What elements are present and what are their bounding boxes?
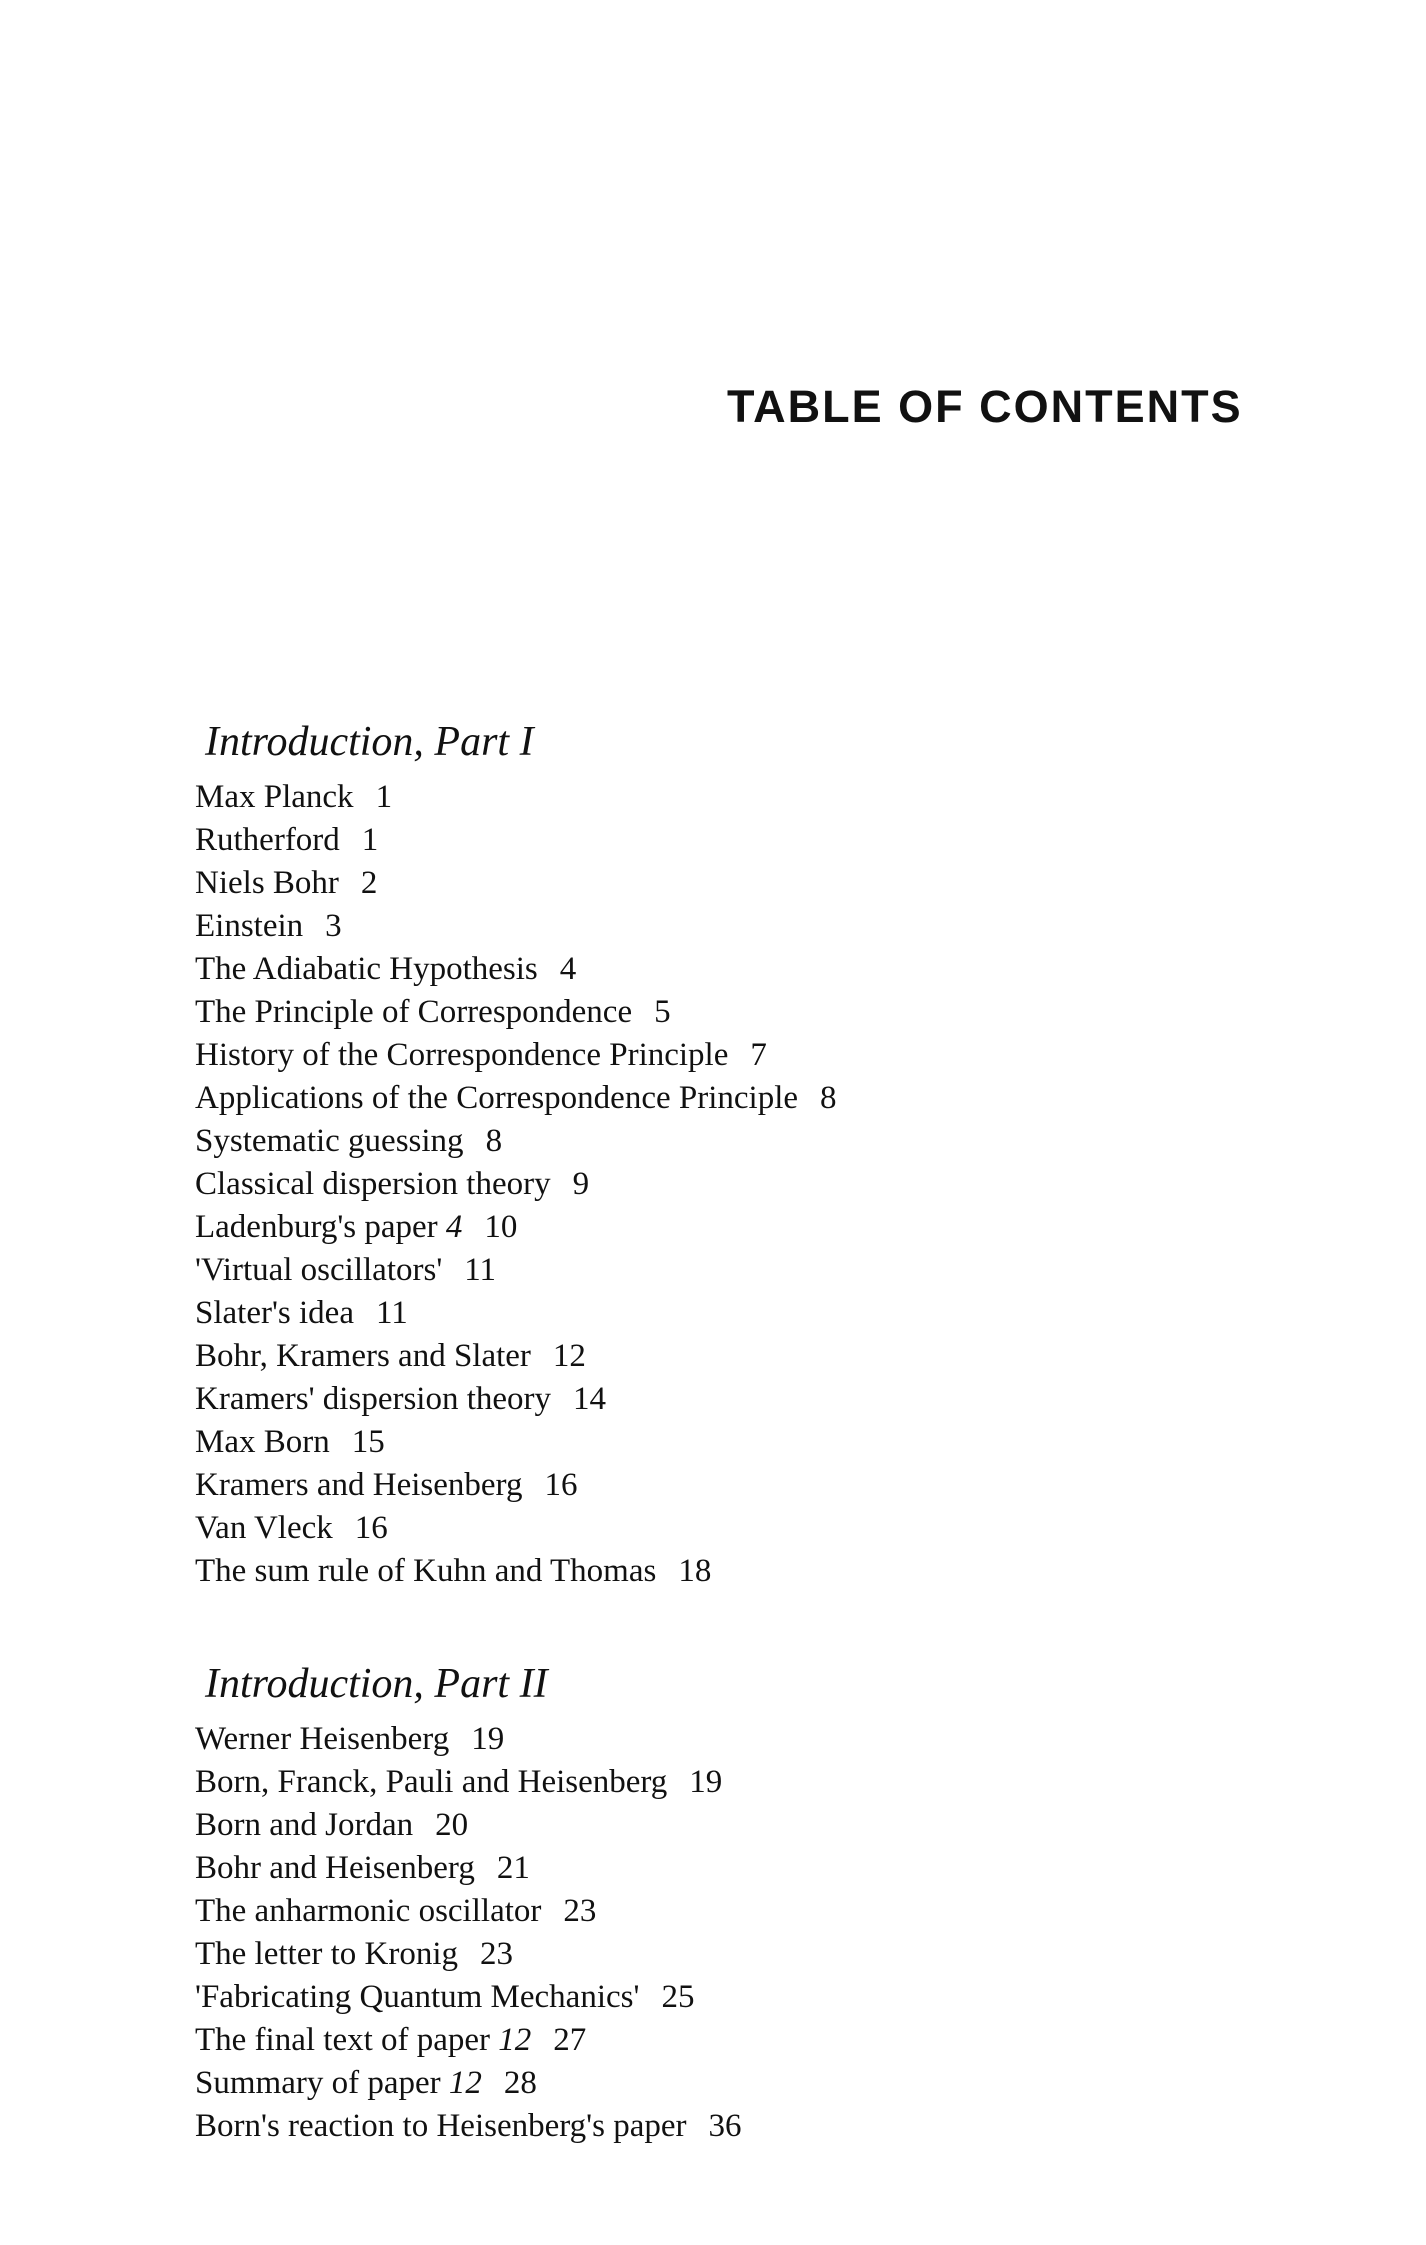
entry-title: Van Vleck (195, 1510, 333, 1546)
toc-entry (195, 1804, 741, 1847)
entry-page-number: 27 (553, 2022, 587, 2058)
entry-page-number: 19 (471, 1721, 505, 1757)
entry-list (195, 776, 837, 1593)
entry-page-number: 9 (572, 1166, 590, 1202)
entry-page-number: 3 (325, 908, 342, 944)
entry-title: Max Born (195, 1424, 330, 1460)
section-heading: Introduction, Part I (205, 719, 534, 765)
entry-title: History of the Correspondence Principle (195, 1037, 729, 1073)
entry-title: The Adiabatic Hypothesis (195, 951, 538, 987)
entry-title: Applications of the Correspondence Principle (195, 1080, 799, 1116)
toc-entry (195, 862, 837, 905)
entry-page-number: 1 (375, 779, 393, 815)
toc-entry (195, 2105, 741, 2148)
entry-page-number: 25 (661, 1979, 695, 2015)
toc-entry (195, 1077, 837, 1120)
entry-title: Niels Bohr (195, 865, 339, 901)
entry-title: Max Planck (195, 779, 354, 815)
entry-title: Kramers' dispersion theory (195, 1381, 552, 1417)
entry-title: Systematic guessing (195, 1123, 464, 1159)
section-heading: Introduction, Part II (205, 1661, 548, 1707)
entry-page-number: 11 (464, 1252, 497, 1288)
toc-entry (195, 819, 837, 862)
toc-entry (195, 1464, 837, 1507)
entry-page-number: 36 (708, 2108, 742, 2144)
entry-page-number: 14 (573, 1381, 607, 1417)
entry-page-number: 18 (678, 1553, 712, 1589)
entry-page-number: 8 (820, 1080, 837, 1116)
page-title: TABLE OF CONTENTS (727, 381, 1243, 433)
entry-title: Born, Franck, Pauli and Heisenberg (195, 1764, 668, 1800)
toc-entry (195, 1292, 837, 1335)
entry-page-number: 23 (563, 1893, 597, 1929)
toc-entry (195, 2019, 741, 2062)
entry-title: Rutherford (195, 822, 340, 858)
entry-title: Bohr, Kramers and Slater (195, 1338, 531, 1374)
toc-section-part-1 (195, 718, 837, 1593)
toc-section-part-2 (195, 1660, 741, 2148)
toc-entry (195, 1335, 837, 1378)
entry-paper-ref: 12 (498, 2022, 532, 2058)
toc-entry (195, 1847, 741, 1890)
toc-entry (195, 1507, 837, 1550)
toc-entry (195, 1761, 741, 1804)
entry-page-number: 10 (484, 1209, 518, 1245)
entry-title: Classical dispersion theory (195, 1166, 551, 1202)
entry-page-number: 4 (559, 951, 577, 987)
entry-title: The sum rule of Kuhn and Thomas (195, 1553, 657, 1589)
entry-title: Bohr and Heisenberg (195, 1850, 475, 1886)
entry-title: The final text of paper (195, 2022, 491, 2058)
entry-page-number: 12 (552, 1338, 586, 1374)
entry-page-number: 8 (485, 1123, 503, 1159)
toc-entry (195, 948, 837, 991)
entry-title: 'Fabricating Quantum Mechanics' (195, 1979, 640, 2015)
entry-page-number: 16 (354, 1510, 388, 1546)
entry-title: Summary of paper (195, 2065, 441, 2101)
toc-entry (195, 2062, 741, 2105)
entry-page-number: 2 (360, 865, 378, 901)
entry-title: Einstein (195, 908, 304, 944)
toc-entry (195, 776, 837, 819)
entry-page-number: 19 (689, 1764, 723, 1800)
entry-title: The anharmonic oscillator (195, 1893, 542, 1929)
entry-paper-ref: 12 (448, 2065, 482, 2101)
entry-page-number: 21 (496, 1850, 530, 1886)
entry-page-number: 20 (435, 1807, 469, 1843)
toc-entry (195, 1249, 837, 1292)
entry-page-number: 1 (361, 822, 379, 858)
entry-title: Kramers and Heisenberg (195, 1467, 523, 1503)
entry-title: The Principle of Correspondence (195, 994, 633, 1030)
entry-title: Ladenburg's paper (195, 1209, 438, 1245)
entry-title: The letter to Kronig (195, 1936, 459, 1972)
entry-page-number: 23 (480, 1936, 514, 1972)
toc-entry (195, 1163, 837, 1206)
entry-title: Born's reaction to Heisenberg's paper (195, 2108, 687, 2144)
entry-paper-ref: 4 (445, 1209, 463, 1245)
entry-page-number: 11 (375, 1295, 408, 1331)
toc-entry (195, 905, 837, 948)
toc-entry (195, 1933, 741, 1976)
entry-page-number: 28 (503, 2065, 537, 2101)
toc-entry (195, 1421, 837, 1464)
entry-list (195, 1718, 741, 2148)
toc-entry (195, 1976, 741, 2019)
toc-entry (195, 1034, 837, 1077)
toc-entry (195, 1890, 741, 1933)
entry-page-number: 15 (351, 1424, 385, 1460)
toc-entry (195, 1120, 837, 1163)
entry-title: Werner Heisenberg (195, 1721, 450, 1757)
toc-entry (195, 1378, 837, 1421)
toc-entry (195, 1206, 837, 1249)
entry-page-number: 5 (654, 994, 671, 1030)
toc-entry (195, 991, 837, 1034)
entry-page-number: 16 (544, 1467, 578, 1503)
entry-title: Slater's idea (195, 1295, 354, 1331)
entry-title: 'Virtual oscillators' (195, 1252, 443, 1288)
entry-page-number: 7 (750, 1037, 767, 1073)
entry-title: Born and Jordan (195, 1807, 414, 1843)
toc-entry (195, 1550, 837, 1593)
toc-entry (195, 1718, 741, 1761)
